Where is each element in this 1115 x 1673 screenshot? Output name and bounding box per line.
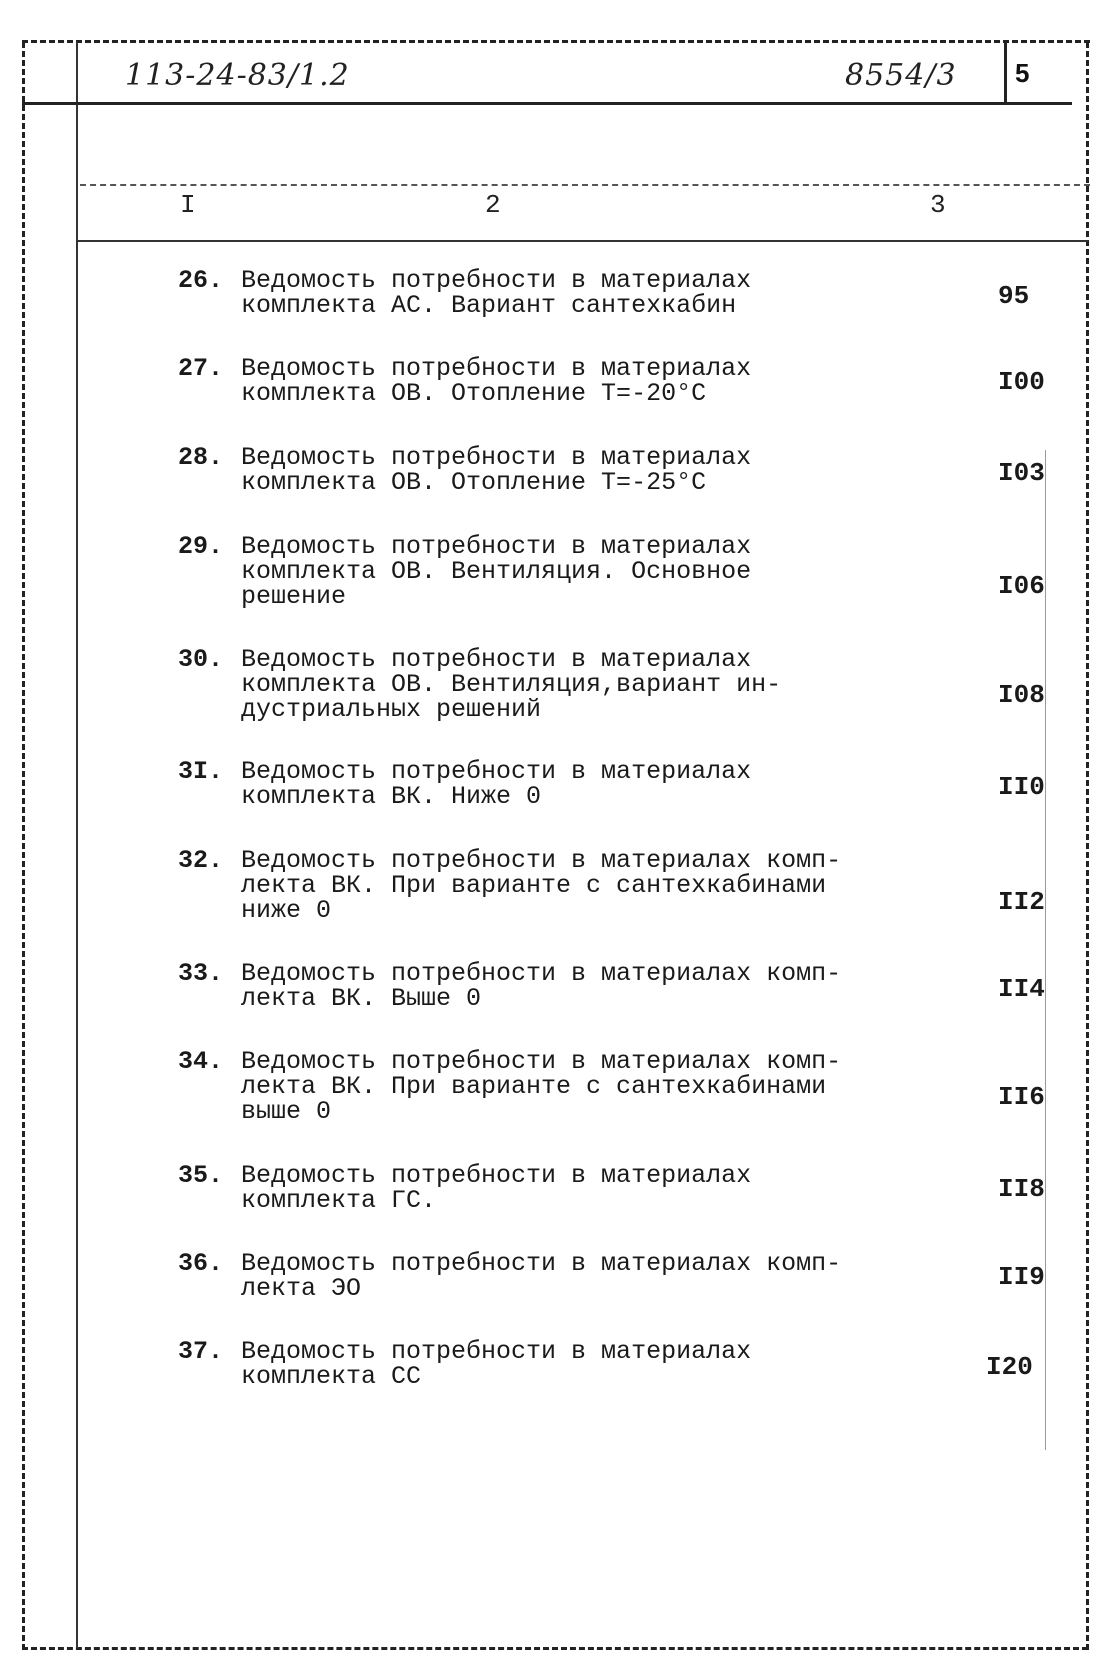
document-code: 113-24-83/1.2	[125, 58, 350, 93]
page-number: 5	[1015, 58, 1030, 88]
entry-text: Ведомость потребности в материалах комп- лекта ВК. При варианте с сантехкабинами ниже 0	[241, 846, 842, 925]
entry-number: 32.	[178, 846, 224, 875]
entry-text: Ведомость потребности в материалах комп- лекта ВК. Выше 0	[241, 959, 842, 1013]
entry-number: 35.	[178, 1161, 224, 1190]
entry-text: Ведомость потребности в материалах комплекта ОВ. Отопление Т=-20°С	[241, 354, 752, 408]
entry-text: Ведомость потребности в материалах комплекта СС	[241, 1337, 752, 1391]
entry-page: II9	[998, 1262, 1045, 1292]
entry-page: I03	[998, 458, 1045, 488]
frame-bottom-border	[22, 1647, 1088, 1650]
column-header-top-rule	[80, 184, 1090, 186]
entry-text: Ведомость потребности в материалах комплекта ОВ. Вентиляция,вариант ин- дустриальных решений	[241, 645, 782, 724]
entry-text: Ведомость потребности в материалах комплекта ОВ. Вентиляция. Основное решение	[241, 532, 752, 611]
document-number: 8554/3	[845, 58, 957, 93]
entry-page: II4	[998, 974, 1045, 1004]
entry-page: I00	[998, 367, 1045, 397]
header-page-separator	[1004, 42, 1007, 104]
header-divider	[22, 102, 1072, 105]
entry-page: I06	[998, 571, 1045, 601]
entry-number: 26.	[178, 266, 224, 295]
entry-page: I20	[986, 1352, 1033, 1382]
page-column-rule	[1045, 450, 1046, 1450]
entry-text: Ведомость потребности в материалах комплекта ОВ. Отопление Т=-25°С	[241, 443, 752, 497]
entry-number: 34.	[178, 1047, 224, 1076]
frame-right-border	[1086, 42, 1089, 1650]
entry-text: Ведомость потребности в материалах комплекта ГС.	[241, 1161, 752, 1215]
frame-top-border	[22, 40, 1090, 43]
entry-number: 37.	[178, 1337, 224, 1366]
entry-page: II2	[998, 887, 1045, 917]
entry-page: II0	[998, 772, 1045, 802]
entry-number: 33.	[178, 959, 224, 988]
entry-number: 3I.	[178, 757, 224, 786]
entry-number: 30.	[178, 645, 224, 674]
entry-page: II8	[998, 1174, 1045, 1204]
entry-text: Ведомость потребности в материалах комплекта ВК. Ниже 0	[241, 757, 752, 811]
entry-number: 27.	[178, 354, 224, 383]
entry-number: 28.	[178, 443, 224, 472]
column-header-1: I	[180, 190, 196, 220]
entry-page: II6	[998, 1082, 1045, 1112]
column-header-bottom-rule	[76, 240, 1088, 242]
entry-page: I08	[998, 680, 1045, 710]
column-header-3: 3	[930, 190, 946, 220]
entry-page: 95	[998, 281, 1030, 311]
entry-number: 36.	[178, 1249, 224, 1278]
column-header-2: 2	[485, 190, 501, 220]
entry-number: 29.	[178, 532, 224, 561]
entry-text: Ведомость потребности в материалах комп- лекта ЭО	[241, 1249, 842, 1303]
frame-left-outer-border	[22, 42, 25, 1650]
entry-text: Ведомость потребности в материалах комплекта АС. Вариант сантехкабин	[241, 266, 752, 320]
frame-left-inner-border	[76, 42, 78, 1648]
entry-text: Ведомость потребности в материалах комп- лекта ВК. При варианте с сантехкабинами выше 0	[241, 1047, 842, 1126]
